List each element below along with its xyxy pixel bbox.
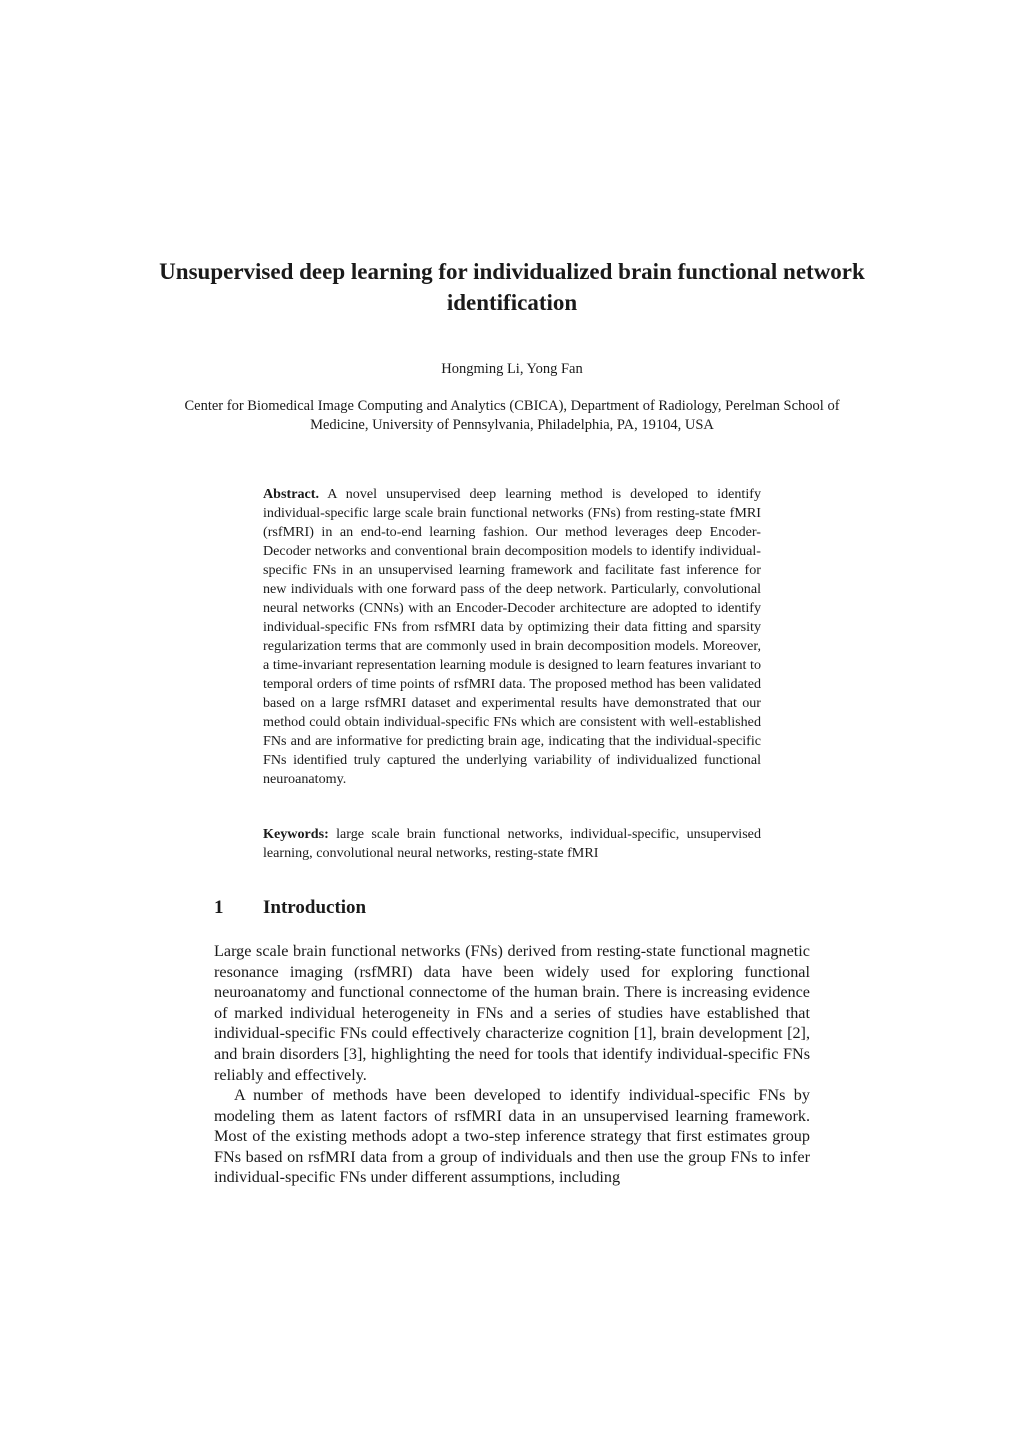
keywords xyxy=(263,825,761,863)
abstract-text: A novel unsupervised deep learning method is developed to identify individual-specific large scale brain functional networks (FNs) from resting-state fMRI (rsfMRI) in an end-to-end learning fashion. Our method leverages deep Encoder-Decoder networks and conventional brain decomposition models to identify individual-specific FNs in an unsupervised learning framework and facilitate fast inference for new individuals with one forward pass of the deep network. Particularly, convolutional neural networks (CNNs) with an Encoder-Decoder architecture are adopted to identify individual-specific FNs from rsfMRI data by optimizing their data fitting and sparsity regularization terms that are commonly used in brain decomposition models. Moreover, a time-invariant representation learning module is designed to learn features invariant to temporal orders of time points of rsfMRI data. The proposed method has been validated based on a large rsfMRI dataset and experimental results have demonstrated that our method could obtain individual-specific FNs which are consistent with well-established FNs and are informative for predicting brain age, indicating that the individual-specific FNs identified truly captured the underlying variability of individualized functional neuroanatomy. xyxy=(263,486,761,787)
paper-title: Unsupervised deep learning for individualized brain functional network identification xyxy=(159,259,865,315)
section-heading-introduction xyxy=(214,896,814,920)
abstract-label: Abstract. xyxy=(263,486,319,502)
keywords-text: large scale brain functional networks, individual-specific, unsupervised learning, convolutional neural networks, resting-state fMRI xyxy=(263,826,761,861)
intro-paragraph-1: Large scale brain functional networks (FNs) derived from resting-state functional magnetic resonance imaging (rsfMRI) data have been widely used for exploring functional neuroanatomy and functional connectome of the human brain. There is increasing evidence of marked individual heterogeneity in FNs and a series of studies have established that individual-specific FNs could effectively characterize cognition [1], brain development [2], and brain disorders [3], highlighting the need for tools that identify individual-specific FNs reliably and effectively. xyxy=(214,942,810,1084)
keywords-label: Keywords: xyxy=(263,826,329,842)
abstract xyxy=(263,485,761,789)
section-number: 1 xyxy=(214,897,224,918)
intro-paragraph-2: A number of methods have been developed to identify individual-specific FNs by modeling them as latent factors of rsfMRI data in an unsupervised learning framework. Most of the existing methods adopt a two-step inference strategy that first estimates group FNs based on rsfMRI data from a group of individuals and then use the group FNs to infer individual-specific FNs under different assumptions, including xyxy=(214,1086,810,1187)
section-title: Introduction xyxy=(263,897,367,918)
author-list: Hongming Li, Yong Fan xyxy=(441,361,583,377)
affiliation: Center for Biomedical Image Computing and Analytics (CBICA), Department of Radiology, Perelman School of Medicine, University of Pennsylvania, Philadelphia, PA, 19104, USA xyxy=(184,398,840,433)
